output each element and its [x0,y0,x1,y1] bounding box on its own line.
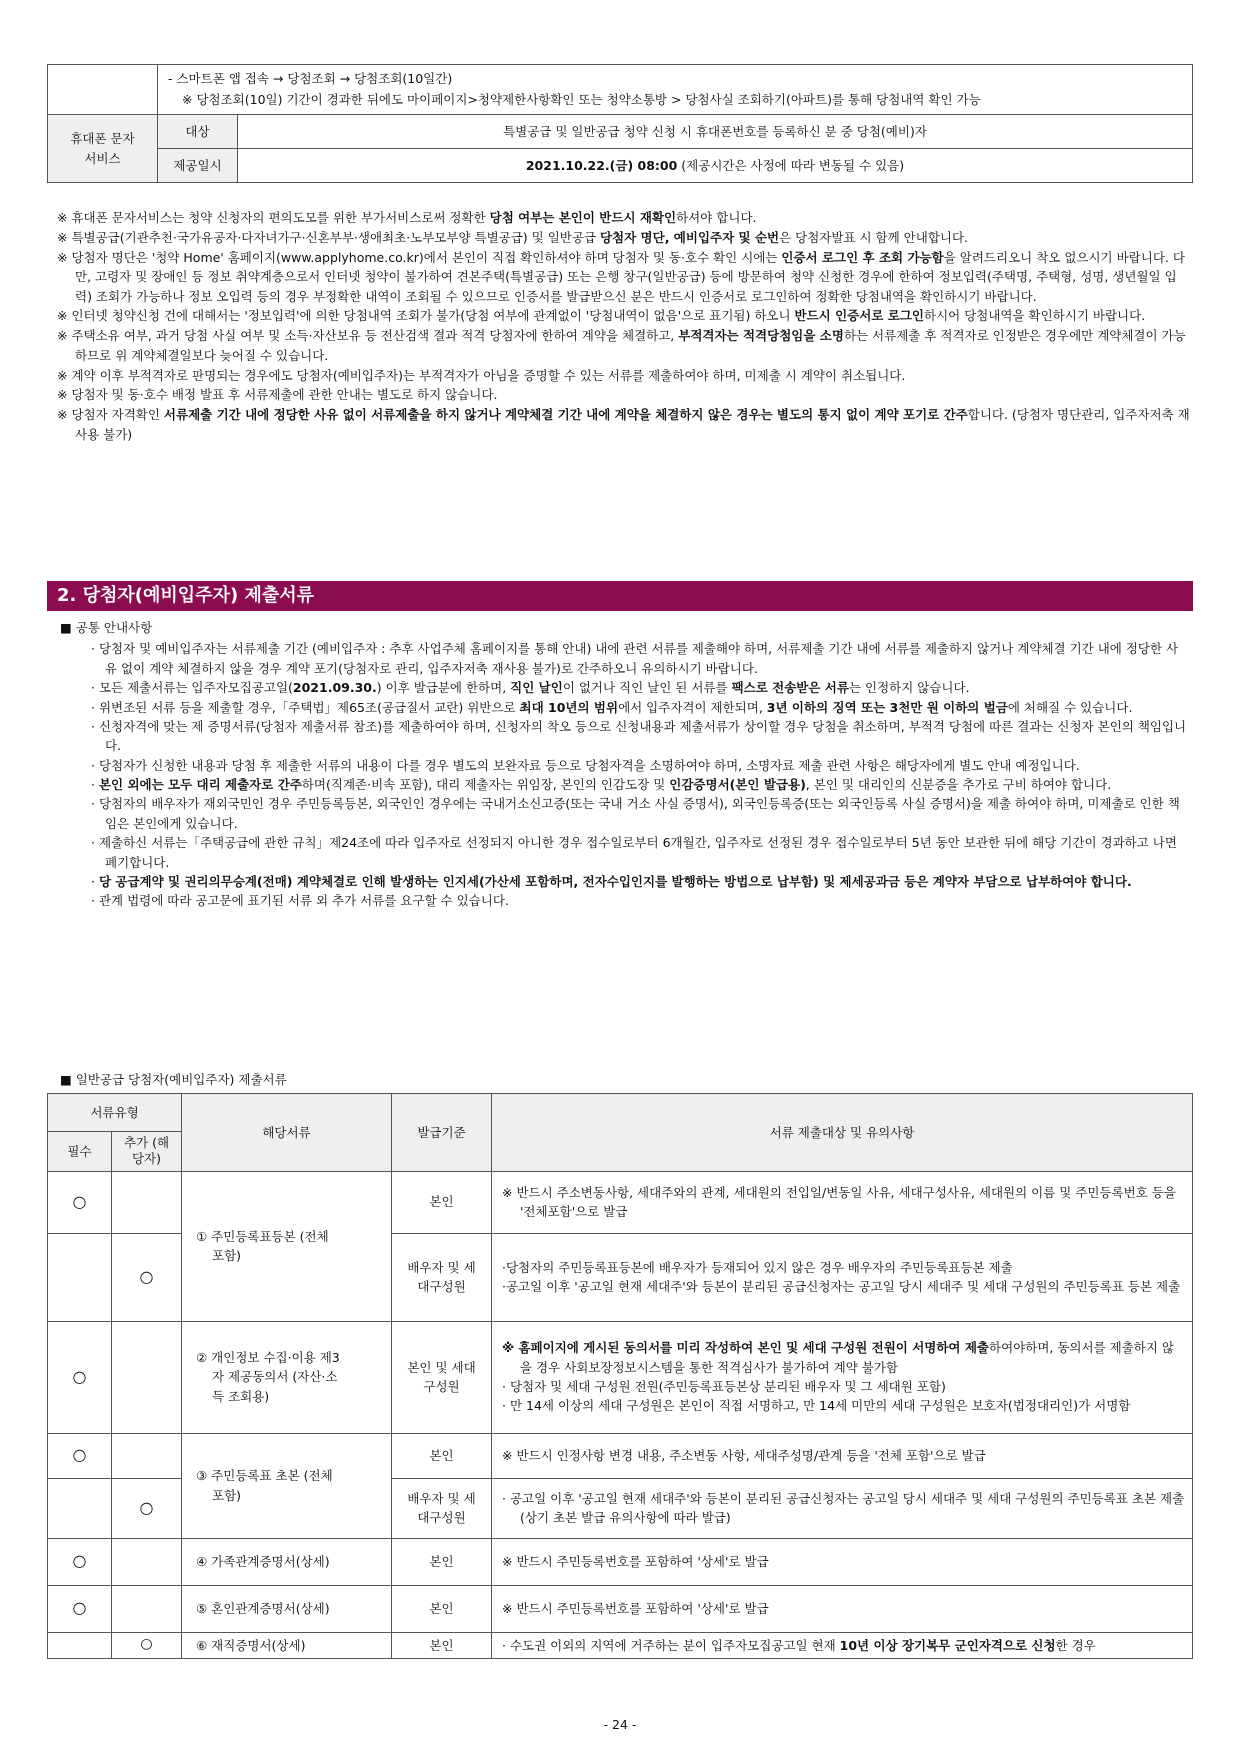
guide-item: · 신청자격에 맞는 제 증명서류(당첨자 제출서류 참조)를 제출하여야 하며, 신청자의 착오 등으로 신청내용과 제출서류가 상이할 경우 당첨을 취소하며, 부적격 당첨에 따른 결과는 신청자 본인의 책임입니다. [91,718,1187,754]
check-method-line: - 스마트폰 앱 접속 → 당첨조회 → 당첨조회(10일간) [168,71,453,86]
note-item: ※ 특별공급(기관추천·국가유공자·다자녀가구·신혼부부·생애최초·노부모부양 특별공급) 및 일반공급 당첨자 명단, 예비입주자 및 순번은 당첨자발표 시 함께 안내합니다. [57,229,969,245]
note-item: ※ 당첨자 및 동·호수 배정 발표 후 서류제출에 관한 안내는 별도로 하지 않습니다. [57,387,498,403]
header-additional: 추가 (해당자) [112,1132,182,1172]
note-item: ※ 주택소유 여부, 과거 당첨 사실 여부 및 소득·자산보유 등 전산검색 결과 적격 당첨자에 한하여 계약을 체결하고, 부적격자는 적격당첨임을 소명하는 서류제출 후 적격자로 인정받은 경우에만 계약체결이 가능하므로 위 계약체결일보다 늦어질 수 있습니다. [57,328,1186,363]
common-guide [60,618,1190,911]
sms-service-table [47,64,1193,183]
header-issuer: 발급기준 [392,1094,492,1172]
date-label: 제공일시 [158,149,238,183]
doc-name: ① 주민등록표등본 (전체 포함) [182,1171,392,1321]
doc-note: ※ 반드시 주소변동사항, 세대주와의 관계, 세대원의 전입일/변동일 사유, 세대구성사유, 세대원의 이름 및 주민등록번호 등을 '전체포함'으로 발급 [492,1171,1193,1233]
doc-name: ② 개인정보 수집·이용 제3자 제공동의서 (자산·소득 조회용) [182,1321,392,1433]
common-subhead: ■ 공통 안내사항 [60,620,153,635]
header-doc-type: 서류유형 [48,1094,182,1132]
doc-note: ※ 반드시 인정사항 변경 내용, 주소변동 사항, 세대주성명/관계 등을 '전체 포함'으로 발급 [492,1433,1193,1478]
note-item: ※ 인터넷 청약신청 건에 대해서는 '정보입력'에 의한 당첨내역 조회가 불가(당첨 여부에 관계없이 '당첨내역이 없음'으로 표기됨) 하오니 반드시 인증서로 로그인하시어 당첨내역을 확인하시기 바랍니다. [57,308,1146,324]
sms-service-label: 휴대폰 문자서비스 [48,115,158,183]
guide-item: · 관계 법령에 따라 공고문에 표기된 서류 외 추가 서류를 요구할 수 있습니다. [91,893,509,909]
doc-name: ⑥ 재직증명서(상세) [182,1632,392,1658]
header-notes: 서류 제출대상 및 유의사항 [492,1094,1193,1172]
target-value: 특별공급 및 일반공급 청약 신청 시 휴대폰번호를 등록하신 분 중 당첨(예비)자 [238,115,1193,149]
issuer: 본인 및 세대구성원 [392,1321,492,1433]
issuer: 배우자 및 세대구성원 [392,1478,492,1538]
required-mark: ○ [48,1433,112,1478]
empty-cell [112,1538,182,1585]
check-method-note: ※ 당첨조회(10일) 기간이 경과한 뒤에도 마이페이지>청약제한사항확인 또는 청약소통방 > 당첨사실 조회하기(아파트)를 통해 당첨내역 확인 가능 [182,91,981,107]
note-item: ※ 휴대폰 문자서비스는 청약 신청자의 편의도모를 위한 부가서비스로써 정확한 당첨 여부는 본인이 반드시 재확인하셔야 합니다. [57,210,757,225]
required-mark: ○ [48,1538,112,1585]
doc-name: ③ 주민등록표 초본 (전체 포함) [182,1433,392,1538]
notes-list [57,208,1193,445]
empty-cell [112,1585,182,1632]
guide-item: · 본인 외에는 모두 대리 제출자로 간주하며(직계존·비속 포함), 대리 제출자는 위임장, 본인의 인감도장 및 인감증명서(본인 발급용), 본인 및 대리인의 신분증을 추가로 구비 하여야 합니다. [91,777,1112,792]
note-item: ※ 당첨자 자격확인 서류제출 기간 내에 정당한 사유 없이 서류제출을 하지 않거나 계약체결 기간 내에 계약을 체결하지 않은 경우는 별도의 통지 없이 계약 포기로 간주합니다. (당첨자 명단관리, 입주자저축 재사용 불가) [57,407,1190,442]
guide-item: · 모든 제출서류는 입주자모집공고일(2021.09.30.) 이후 발급분에 한하며, 직인 날인이 없거나 직인 날인 된 서류를 팩스로 전송받은 서류는 인정하지 않습니다. [91,680,970,696]
guide-item: · 당첨자의 배우자가 재외국민인 경우 주민등록등본, 외국인인 경우에는 국내거소신고증(또는 국내 거소 사실 증명서), 외국인등록증(또는 외국인등록 사실 증명서)을 제출 하여야 하며, 미제출로 인한 책임은 본인에게 있습니다. [91,796,1180,831]
required-mark: ○ [48,1585,112,1632]
issuer: 본인 [392,1538,492,1585]
doc-note: ※ 반드시 주민등록번호를 포함하여 '상세'로 발급 [492,1538,1193,1585]
doc-note: · 공고일 이후 '공고일 현재 세대주'와 등본이 분리된 공급신청자는 공고일 당시 세대주 및 세대 구성원의 주민등록표 초본 제출(상기 초본 발급 유의사항에 따라 발급) [492,1478,1193,1538]
doc-note: ※ 홈페이지에 게시된 동의서를 미리 작성하여 본인 및 세대 구성원 전원이 서명하여 제출하여야하며, 동의서를 제출하지 않을 경우 사회보장정보시스템을 통한 적격심사가 불가하여 계약 불가함 · 당첨자 및 세대 구성원 전원(주민등록표등본상 분리된 배우자 및 그 세대원 포함) · 만 14세 이상의 세대 구성원은 본인이 직접 서명하고, 만 14세 미만의 세대 구성원은 보호자(법정대리인)가 서명함 [492,1321,1193,1433]
empty-cell [48,1233,112,1321]
additional-mark: ○ [112,1478,182,1538]
empty-cell [112,1171,182,1233]
guide-item: · 당 공급계약 및 권리의무승계(전매) 계약체결로 인해 발생하는 인지세(가산세 포함하며, 전자수입인지를 발행하는 방법으로 납부함) 및 제세공과금 등은 계약자 부담으로 납부하여야 합니다. [91,873,1132,889]
guide-item: · 당첨자가 신청한 내용과 당첨 후 제출한 서류의 내용이 다를 경우 별도의 보완자료 등으로 당첨자격을 소명하여야 하며, 소명자료 제출 관련 사항은 해당자에게 별도 안내 예정입니다. [91,757,1080,773]
target-label: 대상 [158,115,238,149]
issuer: 본인 [392,1632,492,1658]
header-document: 해당서류 [182,1094,392,1172]
required-mark: ○ [48,1321,112,1433]
guide-item: · 위변조된 서류 등을 제출할 경우,「주택법」제65조(공급질서 교란) 위반으로 최대 10년의 범위에서 입주자격이 제한되며, 3년 이하의 징역 또는 3천만 원 이하의 벌금에 처해질 수 있습니다. [91,699,1133,715]
note-item: ※ 계약 이후 부적격자로 판명되는 경우에도 당첨자(예비입주자)는 부적격자가 아님을 증명할 수 있는 서류를 제출하여야 하며, 미제출 시 계약이 취소됩니다. [57,367,906,383]
date-value: 2021.10.22.(금) 08:00 (제공시간은 사정에 따라 변동될 수 있음) [238,149,1193,183]
empty-cell [112,1321,182,1433]
docs-table [47,1093,1193,1659]
header-required: 필수 [48,1132,112,1172]
section-title: 2. 당첨자(예비입주자) 제출서류 [47,581,1193,611]
doc-note: ·당첨자의 주민등록표등본에 배우자가 등재되어 있지 않은 경우 배우자의 주민등록표등본 제출 ·공고일 이후 '공고일 현재 세대주'와 등본이 분리된 공급신청자는 공고일 당시 세대주 및 세대 구성원의 주민등록표 등본 제출 [492,1233,1193,1321]
issuer: 본인 [392,1585,492,1632]
additional-mark: ○ [112,1632,182,1658]
note-item: ※ 당첨자 명단은 '청약 Home' 홈페이지(www.applyhome.co.kr)에서 본인이 직접 확인하셔야 하며 당첨자 및 동·호수 확인 시에는 인증서 로그인 후 조회 가능함을 알려드리오니 착오 없으시기 바랍니다. 다만, 고령자 및 장애인 등 정보 취약계층으로서 인터넷 청약이 불가하여 견본주택(특별공급) 또는 은행 창구(일반공급) 등에 방문하여 청약 신청한 경우에 한하여 정보입력(주택명, 주택형, 성명, 생년월일 입력) 조회가 가능하나 정보 오입력 등의 경우 부정확한 내역이 조회될 수 있으므로 인증서를 발급받으신 분은 반드시 인증서로 로그인하여 정확한 당첨내역을 확인하시기 바랍니다. [57,249,1185,304]
doc-note: ※ 반드시 주민등록번호를 포함하여 '상세'로 발급 [492,1585,1193,1632]
empty-cell [48,1478,112,1538]
additional-mark: ○ [112,1233,182,1321]
guide-item: · 당첨자 및 예비입주자는 서류제출 기간 (예비입주자 : 추후 사업주체 홈페이지를 통해 안내) 내에 관련 서류를 제출해야 하며, 서류제출 기간 내에 서류를 제출하지 않거나 계약체결 기간 내에 정당한 사유 없이 계약 체결하지 않을 경우 계약 포기(당첨자로 관리, 입주자저축 재사용 불가)로 간주하오니 유의하시기 바랍니다. [91,641,1179,676]
page-number: - 24 - [603,1717,637,1732]
docs-table-title: ■ 일반공급 당첨자(예비입주자) 제출서류 [60,1072,287,1087]
doc-name: ④ 가족관계증명서(상세) [182,1538,392,1585]
guide-item: · 제출하신 서류는「주택공급에 관한 규칙」제24조에 따라 입주자로 선정되지 아니한 경우 접수일로부터 6개월간, 입주자로 선정된 경우 접수일로부터 5년 동안 보관한 뒤에 해당 기간이 경과하고 나면 폐기합니다. [91,835,1177,870]
issuer: 본인 [392,1433,492,1478]
required-mark: ○ [48,1171,112,1233]
issuer: 배우자 및 세대구성원 [392,1233,492,1321]
empty-cell [112,1433,182,1478]
issuer: 본인 [392,1171,492,1233]
doc-name: ⑤ 혼인관계증명서(상세) [182,1585,392,1632]
empty-cell [48,65,158,115]
empty-cell [48,1632,112,1658]
doc-note: · 수도권 이외의 지역에 거주하는 분이 입주자모집공고일 현재 10년 이상 장기복무 군인자격으로 신청한 경우 [492,1632,1193,1658]
